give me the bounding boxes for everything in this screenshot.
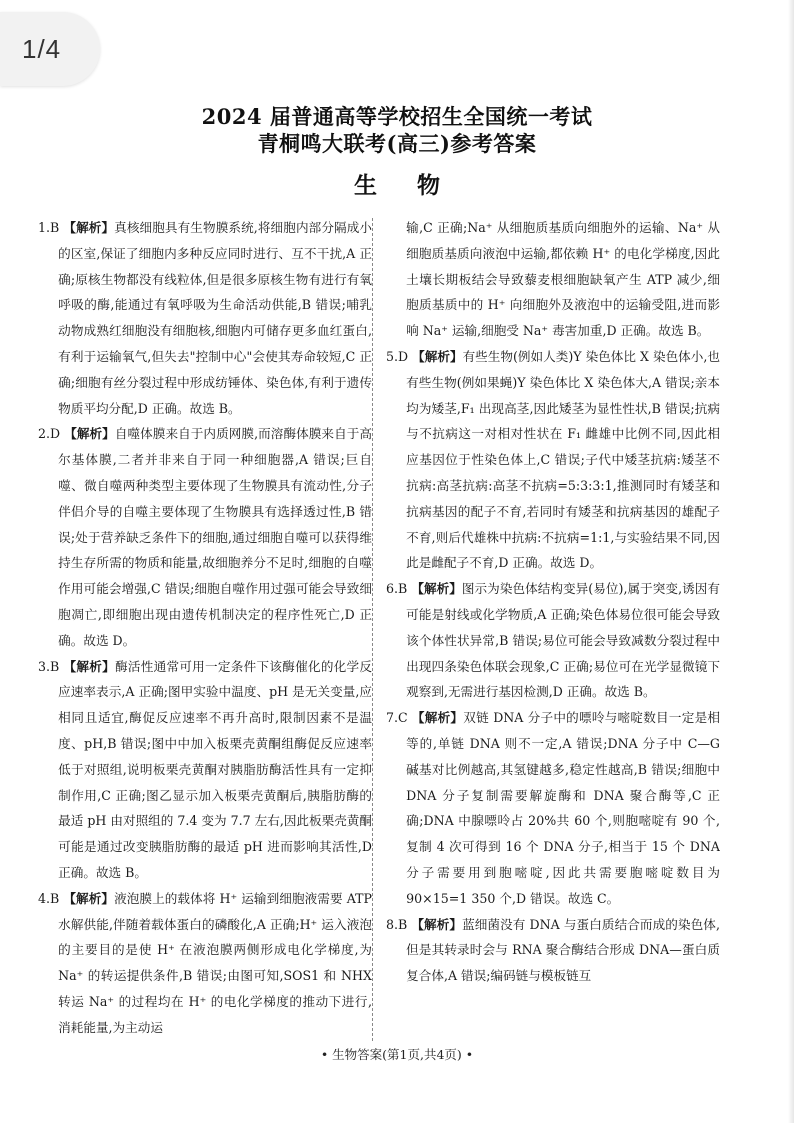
answer-item xyxy=(386,576,720,705)
analysis-tag: 【解析】 xyxy=(411,710,464,726)
subject-heading: 生 物 xyxy=(353,172,456,199)
answer-item xyxy=(386,344,720,576)
analysis-tag: 【解析】 xyxy=(412,348,463,364)
answer-item xyxy=(38,421,372,653)
answer-item xyxy=(38,215,372,421)
answer-item xyxy=(386,705,720,911)
page-footer: • 生物答案(第1页,共4页) • xyxy=(320,1047,474,1062)
answer-text: 有些生物(例如人类)Y 染色体比 X 染色体小,也有些生物(例如果蝇)Y 染色体比 X 染色体大,A 错误;亲本均为矮茎,F₁ 出现高茎,因此矮茎为显性性状,B 错误;抗病与不抗病这一对相对性状在 F₁ 雌雄中比例不同,因此相应基因位于性染色体上,C 错误;子代中矮茎抗病:矮茎不抗病:高茎抗病:高茎不抗病=5:3:3:1,推测同时有矮茎和抗病基因的配子不育,若同时有矮茎和抗病基因的雄配子不育,则后代雄株中抗病:不抗病=1:1,与实验结果不同,因此是雌配子不育,D 正确。故选 D。 xyxy=(406,348,720,571)
column-divider xyxy=(372,218,373,1041)
answer-number: 4.B xyxy=(38,890,64,906)
answer-text: 液泡膜上的载体将 H⁺ 运输到细胞液需要 ATP 水解供能,伴随着载体蛋白的磷酸化,A 正确;H⁺ 运入液泡的主要目的是使 H⁺ 在液泡膜两侧形成电化学梯度,为 Na⁺ 的转运提供条件,B 错误;由图可知,SOS1 和 NHX 转运 Na⁺ 的过程均在 H⁺ 的电化学梯度的推动下进行,消耗能量,为主动运 xyxy=(58,890,372,1035)
answer-number: 7.C xyxy=(386,710,412,726)
answer-text: 输,C 正确;Na⁺ 从细胞质基质向细胞外的运输、Na⁺ 从细胞质基质向液泡中运输,都依赖 H⁺ 的电化学梯度,因此土壤长期板结会导致藜麦根细胞缺氧产生 ATP 减少,细胞质基质中的 H⁺ 向细胞外及液泡中的运输受阻,进而影响 Na⁺ 运输,细胞受 Na⁺ 毒害加重,D 正确。故选 B。 xyxy=(406,220,720,339)
answer-number: 5.D xyxy=(386,348,413,364)
page-indicator: 1/4 xyxy=(22,34,62,64)
page-edge-shadow xyxy=(788,0,794,1123)
answer-text: 双链 DNA 分子中的嘌呤与嘧啶数目一定是相等的,单链 DNA 则不一定,A 错误;DNA 分子中 C—G 碱基对比例越高,其氢键越多,稳定性越高,B 错误;细胞中 DNA 分子复制需要解旋酶和 DNA 聚合酶等,C 正确;DNA 中腺嘌呤占 20%共 60 个,则胞嘧啶有 90 个,复制 4 次可得到 16 个 DNA 分子,相当于 15 个 DNA 分子需要用到胞嘧啶,因此共需要胞嘧啶数目为 90×15=1 350 个,D 错误。故选 C。 xyxy=(406,710,720,906)
answer-number: 3.B xyxy=(38,658,64,674)
answer-number: 2.D xyxy=(38,426,65,442)
document-subtitle: 青桐鸣大联考(高三)参考答案 xyxy=(257,131,537,156)
analysis-tag: 【解析】 xyxy=(63,658,115,674)
answer-text: 真核细胞具有生物膜系统,将细胞内部分隔成小的区室,保证了细胞内多种反应同时进行、互不干扰,A 正确;原核生物都没有线粒体,但是很多原核生物有进行有氧呼吸的酶,能通过有氧呼吸为生命活动供能,B 错误;哺乳动物成熟红细胞没有细胞核,细胞内可储存更多血红蛋白,有利于运输氧气,但失去"控制中心"会使其寿命较短,C 正确;细胞有丝分裂过程中形成纺锤体、染色体,有利于遗传物质平均分配,D 正确。故选 B。 xyxy=(58,220,372,416)
analysis-tag: 【解析】 xyxy=(64,426,115,442)
answer-item xyxy=(386,912,720,989)
page-indicator-badge[interactable] xyxy=(0,12,100,86)
answer-number: 6.B xyxy=(386,581,412,597)
analysis-tag: 【解析】 xyxy=(411,916,463,932)
answer-text: 蓝细菌没有 DNA 与蛋白质结合而成的染色体,但是其转录时会与 RNA 聚合酶结合形成 DNA—蛋白质复合体,A 错误;编码链与模板链互 xyxy=(406,916,720,984)
answer-text: 图示为染色体结构变异(易位),属于突变,诱因有可能是射线或化学物质,A 正确;染色体易位很可能会导致该个体性状异常,B 错误;易位可能会导致减数分裂过程中出现四条染色体联会现象,C 正确;易位可在光学显微镜下观察到,无需进行基因检测,D 正确。故选 B。 xyxy=(406,581,720,700)
answer-item xyxy=(386,215,720,344)
document-title: 2024 届普通高等学校招生全国统一考试 xyxy=(201,104,593,129)
answer-item xyxy=(38,886,372,1041)
answer-number: 1.B xyxy=(38,220,64,235)
answer-number: 8.B xyxy=(386,916,412,932)
analysis-tag: 【解析】 xyxy=(63,890,115,906)
analysis-tag: 【解析】 xyxy=(411,581,462,597)
answer-item xyxy=(38,654,372,886)
answer-text: 酶活性通常可用一定条件下该酶催化的化学反应速率表示,A 正确;图甲实验中温度、pH 是无关变量,应相同且适宜,酶促反应速率不再升高时,限制因素不是温度、pH,B 错误;图中中加入板栗壳黄酮组酶促反应速率低于对照组,说明板栗壳黄酮对胰脂肪酶活性具有一定抑制作用,C 正确;图乙显示加入板栗壳黄酮后,胰脂肪酶的最适 pH 由对照组的 7.4 变为 7.7 左右,因此板栗壳黄酮可能是通过改变胰脂肪酶的最适 pH 进而影响其活性,D 正确。故选 B。 xyxy=(58,658,372,880)
right-column xyxy=(386,215,720,1045)
answer-text: 自噬体膜来自于内质网膜,而溶酶体膜来自于高尔基体膜,二者并非来自于同一种细胞器,A 错误;巨自噬、微自噬两种类型主要体现了生物膜具有流动性,分子伴侣介导的自噬主要体现了生物膜具有选择透过性,B 错误;处于营养缺乏条件下的细胞,通过细胞自噬可以获得维持生存所需的物质和能量,故细胞养分不足时,细胞的自噬作用可能会增强,C 错误;细胞自噬作用过强可能会导致细胞凋亡,即细胞出现由遗传机制决定的程序性死亡,D 正确。故选 D。 xyxy=(58,426,372,648)
analysis-tag: 【解析】 xyxy=(63,220,115,235)
left-column xyxy=(38,215,372,1045)
